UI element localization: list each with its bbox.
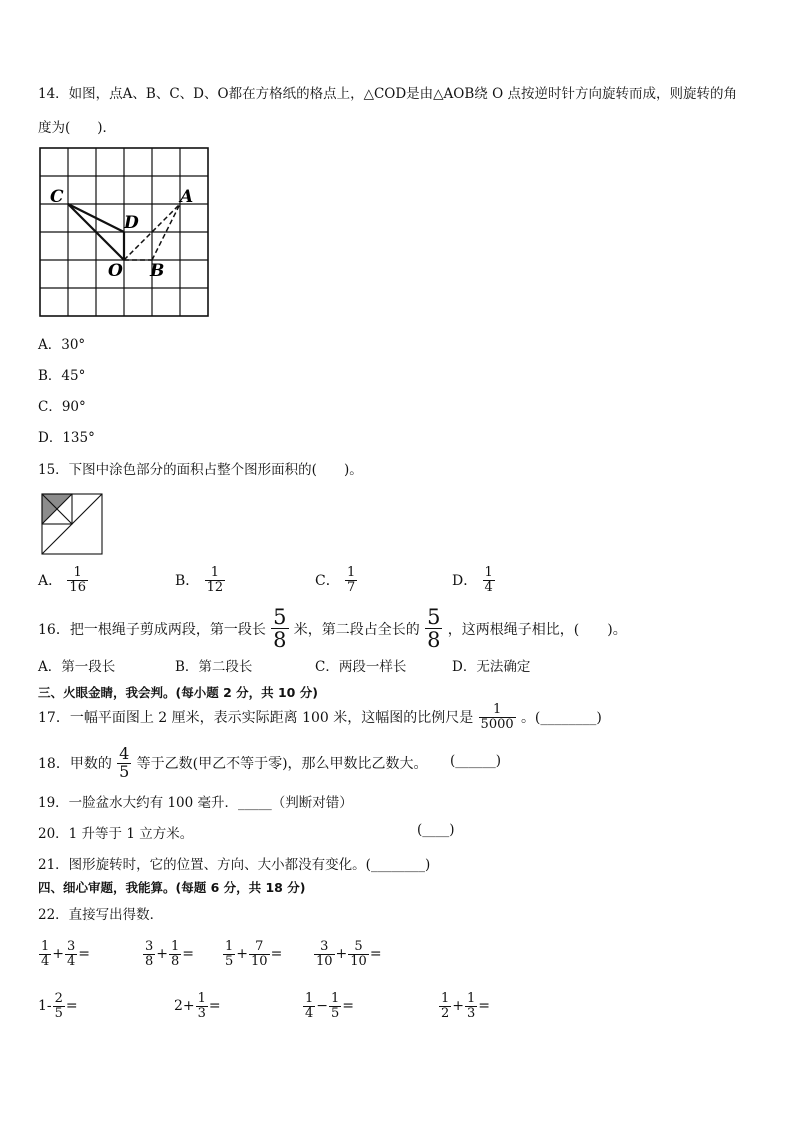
- label-o: O: [108, 261, 123, 281]
- label-d: D: [124, 213, 139, 233]
- section-4-heading: 四、细心审题，我能算。(每题 6 分，共 18 分): [38, 880, 306, 895]
- q15-stem: 15．下图中涂色部分的面积占整个图形面积的( )。: [38, 462, 363, 478]
- q16-option-a[interactable]: A．第一段长: [38, 659, 116, 675]
- q19: 19．一脸盆水大约有 100 毫升．_____（判断对错）: [38, 795, 353, 811]
- q14-option-d[interactable]: D．135°: [38, 430, 95, 446]
- q17-blank[interactable]: 。(________): [520, 710, 602, 727]
- q22-expr-1[interactable]: $\frac{1}{4}$ + $\frac{3}{4}$ =: [41, 939, 91, 969]
- q22-expr-2[interactable]: $\frac{3}{8}$ + $\frac{1}{8}$ =: [145, 939, 195, 969]
- q15-shaded-figure: [40, 492, 104, 555]
- q14-option-c[interactable]: C．90°: [38, 399, 86, 415]
- q16-stem: 16．把一根绳子剪成两段，第一段长 $\frac{5}{8}$ 米，第二段占全长的 $\frac{5}{8}$ ，这两根绳子相比，( )。: [38, 605, 627, 653]
- q15-option-a[interactable]: A． $\frac{1}{16}$: [38, 565, 86, 595]
- q21: 21．图形旋转时，它的位置、方向、大小都没有变化。(________): [38, 857, 431, 873]
- q20-blank[interactable]: (____): [417, 822, 455, 838]
- q18: 18．甲数的 $\frac{4}{5}$ 等于乙数(甲乙不等于零)，那么甲数比乙数大。: [38, 744, 428, 781]
- q14-stem-line1: 14．如图，点A、B、C、D、O都在方格纸的格点上，△COD是由△AOB绕 O 点按逆时针方向旋转而成，则旋转的角: [38, 86, 737, 102]
- q14-option-a[interactable]: A．30°: [38, 337, 86, 353]
- q22-expr-8[interactable]: $\frac{1}{2}$ + $\frac{1}{3}$ =: [441, 991, 491, 1021]
- q16-option-b[interactable]: B．第二段长: [175, 659, 253, 675]
- q22-expr-5[interactable]: 1- $\frac{2}{5}$ =: [38, 991, 78, 1021]
- q15-option-d[interactable]: D． $\frac{1}{4}$: [452, 565, 493, 595]
- q17: 17．一幅平面图上 2 厘米，表示实际距离 100 米，这幅图的比例尺是 $\frac{1}{5000}$ 。(________): [38, 702, 602, 732]
- q22-expr-7[interactable]: $\frac{1}{4}$ − $\frac{1}{5}$ =: [305, 991, 355, 1021]
- label-c: C: [50, 187, 64, 207]
- q22-stem: 22．直接写出得数．: [38, 907, 164, 923]
- q15-option-c[interactable]: C． $\frac{1}{7}$: [315, 565, 356, 595]
- q15-option-b[interactable]: B． $\frac{1}{12}$: [175, 565, 224, 595]
- section-3-heading: 三、火眼金睛，我会判。(每小题 2 分，共 10 分): [38, 685, 318, 700]
- label-b: B: [150, 261, 165, 281]
- q22-expr-4[interactable]: $\frac{3}{10}$ + $\frac{5}{10}$ =: [316, 939, 382, 969]
- q16-option-d[interactable]: D．无法确定: [452, 659, 531, 675]
- q22-expr-3[interactable]: $\frac{1}{5}$ + $\frac{7}{10}$ =: [225, 939, 283, 969]
- q14-grid-figure: [36, 146, 212, 318]
- q14-stem-line2: 度为( )．: [38, 120, 117, 136]
- label-a: A: [180, 187, 194, 207]
- q14-option-b[interactable]: B．45°: [38, 368, 86, 384]
- q16-option-c[interactable]: C．两段一样长: [315, 659, 407, 675]
- q22-expr-6[interactable]: 2+ $\frac{1}{3}$ =: [174, 991, 221, 1021]
- q20: 20．1 升等于 1 立方米。: [38, 826, 194, 842]
- q18-blank[interactable]: (______): [450, 753, 502, 769]
